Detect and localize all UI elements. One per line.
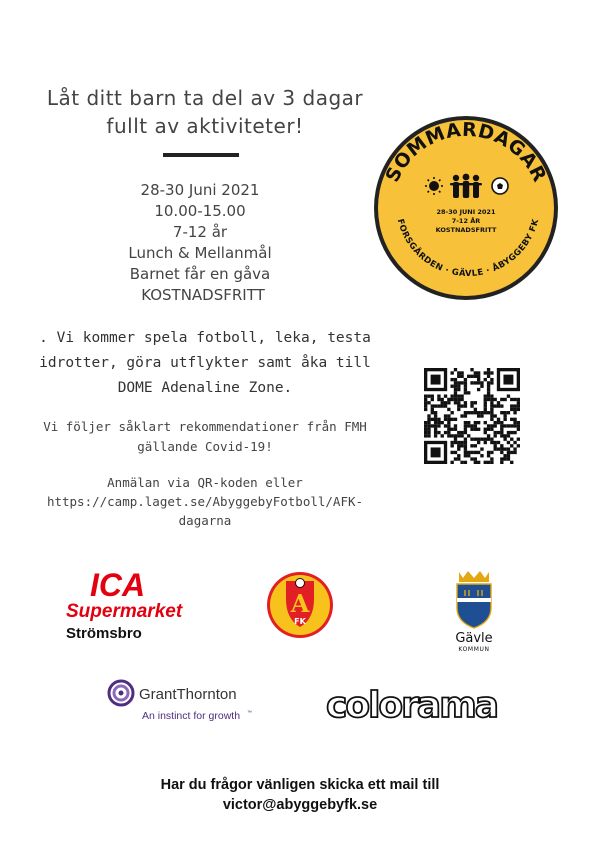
event-gift: Barnet får en gåva <box>129 265 271 283</box>
afk-sub: FK <box>294 617 306 626</box>
qr-finder-pattern <box>503 375 513 385</box>
qr-finder-pattern <box>431 375 441 385</box>
kids-icon <box>450 174 482 198</box>
grant-thornton-tm: ™ <box>247 710 252 716</box>
football-icon <box>492 178 508 194</box>
grant-thornton-name: GrantThornton <box>139 686 237 703</box>
covid-note-line-2: gällande Covid-19! <box>137 439 273 454</box>
gavle-name: Gävle <box>455 631 493 646</box>
qr-finder-pattern <box>431 447 441 457</box>
activities-paragraph <box>30 326 380 401</box>
event-age: 7-12 år <box>172 223 228 241</box>
contact-footer <box>100 775 500 815</box>
badge-title: SOMMARDAGAR <box>381 118 551 186</box>
qr-code-icon[interactable] <box>424 368 520 464</box>
event-dates: 28-30 Juni 2021 <box>140 181 260 199</box>
gavle-kommun-logo <box>445 568 503 654</box>
badge-dates: 28-30 JUNI 2021 <box>436 208 496 216</box>
signup-info <box>20 473 390 530</box>
headline-line-2: fullt av aktiviteter! <box>106 114 304 138</box>
event-time: 10.00-15.00 <box>154 202 246 220</box>
covid-note <box>40 417 370 457</box>
activities-line-1: . Vi kommer spela fotboll, leka, testa <box>39 330 371 346</box>
ica-brand: ICA <box>90 568 146 603</box>
ica-logo <box>60 568 190 644</box>
grant-thornton-mark-icon <box>109 681 133 705</box>
afk-crest <box>264 569 336 641</box>
ica-sub: Supermarket <box>66 601 183 622</box>
signup-link-end[interactable]: dagarna <box>178 513 232 528</box>
badge-age: 7-12 ÅR <box>451 217 481 225</box>
afk-letter: A <box>290 589 310 618</box>
badge-arc-text: FORSGÅRDEN · GÄVLE · ÅBYGGEBY FK <box>394 217 542 280</box>
contact-line: Har du frågor vänligen skicka ett mail till <box>160 777 440 793</box>
activities-line-3: DOME Adenaline Zone. <box>117 380 293 396</box>
gavle-sub: KOMMUN <box>458 646 490 653</box>
headline <box>40 84 370 140</box>
grant-thornton-logo <box>106 678 256 726</box>
colorama-logo <box>324 684 504 728</box>
event-price: KOSTNADSFRITT <box>141 286 265 304</box>
badge-price: KOSTNADSFRITT <box>435 226 497 234</box>
ica-place: Strömsbro <box>66 625 142 642</box>
activities-line-2: idrotter, göra utflykter samt åka till <box>39 355 371 371</box>
divider <box>163 153 239 157</box>
event-details <box>100 180 300 306</box>
signup-link[interactable]: https://camp.laget.se/AbyggebyFotboll/AFK- <box>46 494 364 509</box>
contact-email[interactable]: victor@abyggebyfk.se <box>222 797 378 813</box>
headline-line-1: Låt ditt barn ta del av 3 dagar <box>46 86 364 110</box>
signup-line-1: Anmälan via QR-koden eller <box>107 475 303 490</box>
sommardagar-badge <box>370 112 562 304</box>
grant-thornton-tagline: An instinct for growth <box>142 710 241 722</box>
colorama-name: colorama <box>326 685 497 726</box>
event-meals: Lunch & Mellanmål <box>128 244 272 262</box>
covid-note-line-1: Vi följer såklart rekommendationer från FMH <box>43 419 367 434</box>
